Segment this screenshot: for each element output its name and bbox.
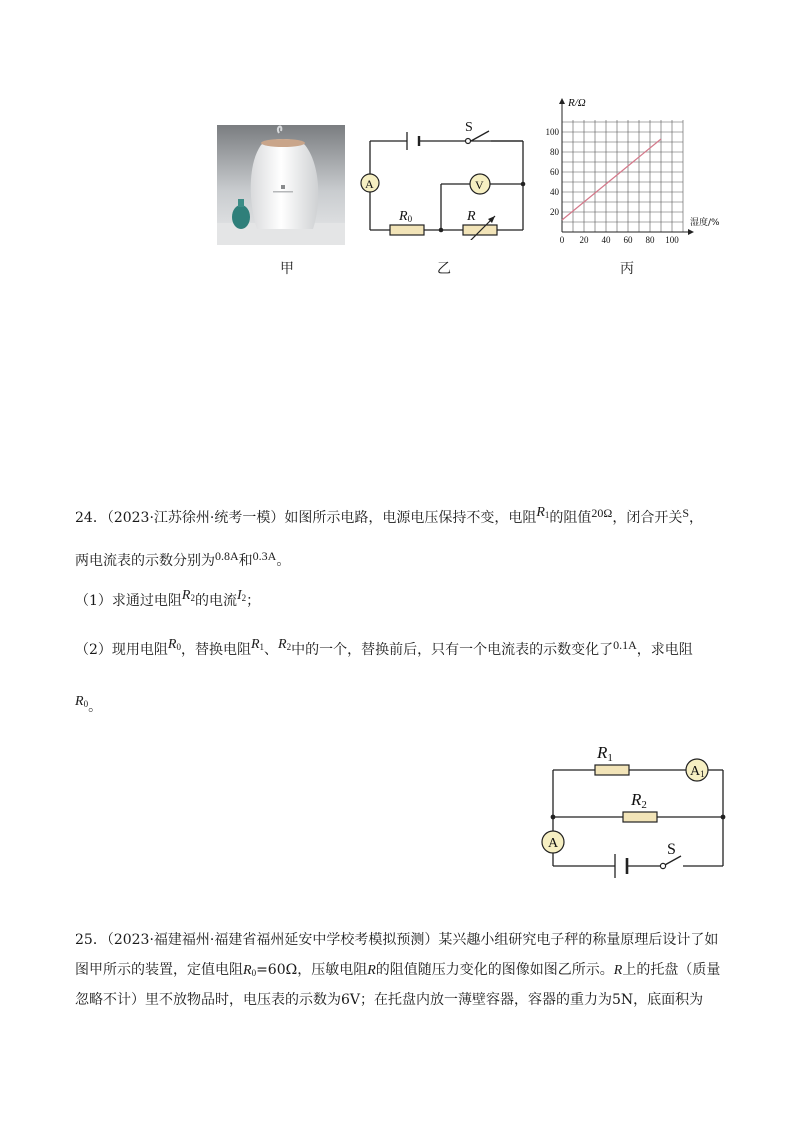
y-tick-label: 100 (545, 127, 559, 137)
c2-a1-label: A1 (690, 764, 705, 779)
q24-text: 如图所示电路，电源电压保持不变，电阻 (284, 510, 537, 526)
r0-label: R0 (399, 209, 413, 224)
y-tick-label: 60 (550, 167, 559, 177)
q25-r0: $R_0$ (243, 963, 257, 978)
humidifier-illustration (217, 125, 345, 245)
q25-source: （2023·福建福州·福建省福州延安中学校考模拟预测） (106, 932, 439, 948)
caption-jia: 甲 (280, 261, 294, 277)
q24-text: 中的一个，替换前后，只有一个电流表的示数变化了 (291, 642, 614, 658)
y-axis-label: R/Ω (568, 97, 586, 109)
q24-source: （2023·江苏徐州·统考一模） (106, 510, 285, 526)
graph-x-ticks (560, 235, 680, 245)
x-axis-arrow (688, 229, 694, 235)
y-axis-arrow (559, 98, 565, 104)
x-tick-label: 60 (623, 235, 633, 245)
q24-text: 、 (264, 642, 279, 658)
caption-bing: 丙 (620, 261, 634, 277)
switch-label: S (465, 120, 473, 135)
q25-r: R (367, 963, 376, 978)
q25-text: 忽略不计）里不放物品时，电压表的示数为6V；在托盘内放一薄壁容器，容器的重力为5N，底面积为 (75, 992, 704, 1008)
q24-text: 的电流 (194, 593, 237, 609)
c2-s-label: S (667, 841, 676, 858)
humidifier-photo (217, 125, 345, 245)
q24-line1 (75, 505, 704, 531)
y-tick-label: 20 (550, 207, 559, 217)
q25-text: =60Ω，压敏电阻 (256, 962, 368, 978)
q24-text: 两电流表的示数分别为 (75, 553, 215, 569)
c2-r2-label: R2 (631, 790, 647, 811)
q25-text: 图甲所示的装置，定值电阻 (75, 962, 243, 978)
q24-text: 的阻值 (549, 510, 592, 526)
q24-text: 。 (276, 553, 291, 569)
q24-value-03: 0.3A (252, 549, 277, 563)
q25-number: 25． (75, 932, 107, 948)
q24-r2: $R_2$ (181, 588, 195, 603)
x-tick-label: 20 (579, 235, 589, 245)
ammeter-label: A (365, 177, 374, 191)
q24-part1 (75, 588, 261, 614)
series-line (562, 139, 661, 220)
q24-value-01: 0.1A (613, 638, 637, 652)
q24-text: ， (689, 510, 704, 526)
graph-y-ticks (546, 127, 560, 217)
caption-yi: 乙 (437, 261, 451, 277)
q24-text: （1）求通过电阻 (75, 593, 182, 609)
q24-r0-b: $R_0$ (75, 694, 89, 709)
q25-line2 (75, 960, 720, 983)
q24-text: ； (246, 593, 261, 609)
q24-r0: $R_0$ (167, 637, 181, 652)
c2-a-label: A (548, 836, 559, 851)
x-tick-label: 80 (645, 235, 655, 245)
graph-svg (538, 92, 738, 252)
q25-line1 (75, 930, 718, 950)
q24-r1: $R_1$ (536, 505, 550, 520)
circuit-diagram-yi (355, 118, 535, 240)
q25-text: 某兴趣小组研究电子秤的称量原理后设计了如 (438, 932, 719, 948)
x-tick-label: 0 (559, 235, 565, 245)
q25-line3 (75, 990, 703, 1010)
q24-value-20: 20Ω (591, 506, 613, 520)
q24-number: 24． (75, 510, 107, 526)
q24-part2 (75, 637, 693, 663)
q25-text: 上的托盘（质量 (622, 962, 721, 978)
x-tick-label: 40 (601, 235, 611, 245)
q24-text: ，求电阻 (636, 642, 693, 658)
q24-text: 和 (238, 553, 253, 569)
r-label: R (467, 209, 476, 224)
c2-r1-label: R1 (597, 743, 613, 764)
q24-value-08: 0.8A (215, 549, 239, 563)
q24-part2-cont (75, 694, 103, 720)
voltmeter-label: V (475, 178, 484, 192)
y-tick-label: 80 (550, 147, 559, 157)
q24-text: 。 (88, 699, 103, 715)
q24-i2: $I_2$ (236, 588, 247, 603)
q25-r-b: R (613, 963, 623, 978)
y-tick-label: 40 (550, 187, 559, 197)
q24-line2 (75, 551, 290, 571)
circuit-diagram-q24 (535, 738, 735, 888)
x-axis-label: 湿度/% (690, 218, 720, 228)
q24-r2-b: $R_2$ (278, 637, 292, 652)
x-tick-label: 100 (665, 235, 679, 245)
q24-text: ，闭合开关 (612, 510, 683, 526)
q24-text: ，替换电阻 (180, 642, 251, 658)
q24-r1-b: $R_1$ (250, 637, 265, 652)
q24-text: （2）现用电阻 (75, 642, 168, 658)
resistance-humidity-graph (538, 92, 738, 252)
q24-switch: S (682, 506, 690, 520)
q25-text: 的阻值随压力变化的图像如图乙所示。 (375, 962, 614, 978)
graph-grid (562, 120, 683, 232)
